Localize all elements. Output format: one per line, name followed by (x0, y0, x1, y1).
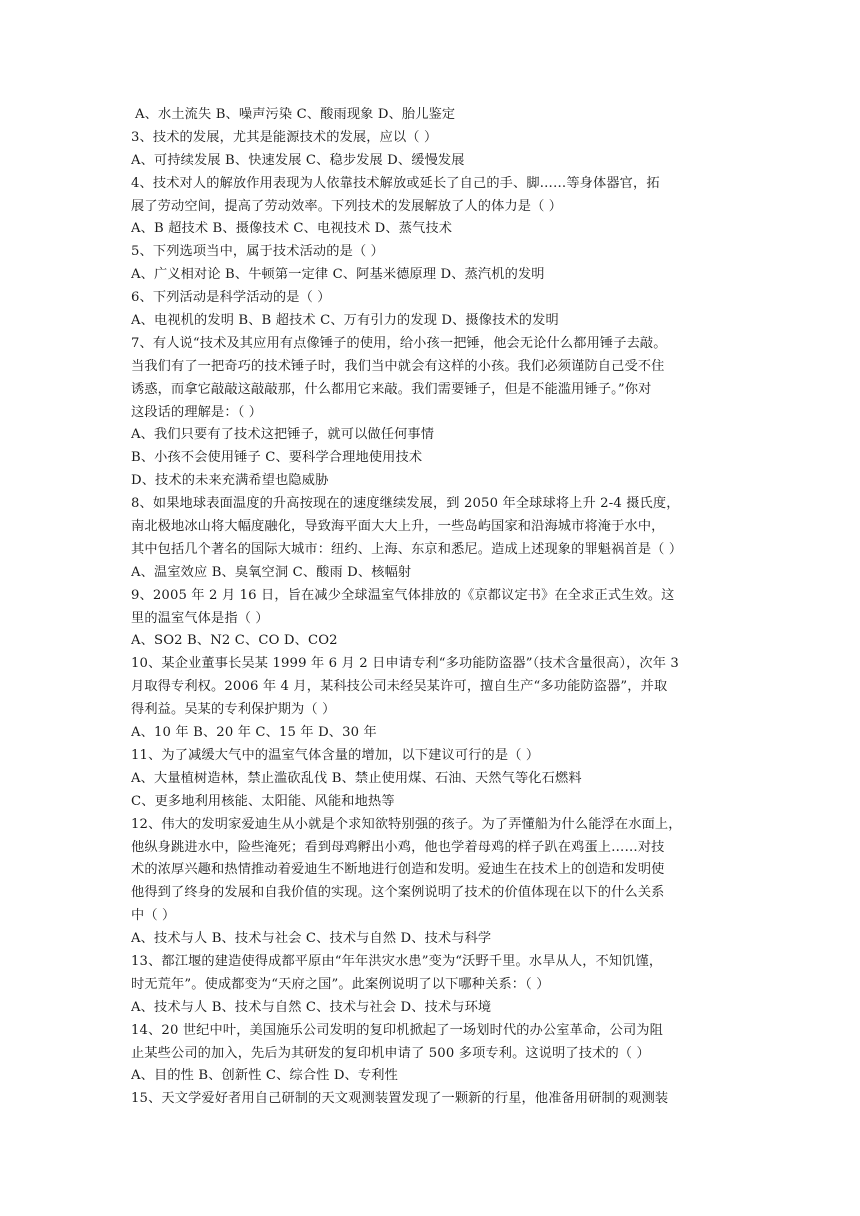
text-line: 15、天文学爱好者用自己研制的天文观测装置发现了一颗新的行星，他准备用研制的观测装 (131, 1091, 669, 1107)
text-line: 止某些公司的加入，先后为其研发的复印机申请了 500 多项专利。这说明了技术的（ ） (131, 1045, 650, 1061)
text-line: A、广义相对论 B、牛顿第一定律 C、阿基米德原理 D、蒸汽机的发明 (131, 267, 545, 283)
text-line: 6、下列活动是科学活动的是（ ） (131, 290, 331, 306)
text-line: 诱惑，而拿它敲敲这敲敲那，什么都用它来敲。我们需要锤子，但是不能滥用锤子。”你对 (131, 381, 652, 397)
text-line: A、技术与人 B、技术与社会 C、技术与自然 D、技术与科学 (131, 931, 492, 947)
text-line: 中（ ） (131, 908, 176, 924)
text-line: A、目的性 B、创新性 C、综合性 D、专利性 (131, 1068, 398, 1084)
text-line: D、技术的未来充满希望也隐威胁 (131, 473, 329, 489)
text-line: 11、为了减缓大气中的温室气体含量的增加，以下建议可行的是（ ） (131, 747, 540, 763)
text-line: A、水土流失 B、噪声污染 C、酸雨现象 D、胎儿鉴定 (135, 107, 456, 122)
text-line: 8、如果地球表面温度的升高按现在的速度继续发展，到 2050 年全球球将上升 2-4 摄氏度， (131, 496, 680, 512)
text-line: 当我们有了一把奇巧的技术锤子时，我们当中就会有这样的小孩。我们必须谨防自己受不住 (131, 358, 665, 374)
text-line: 7、有人说“技术及其应用有点像锤子的使用，给小孩一把锤，他会无论什么都用锤子去敲。 (131, 335, 667, 351)
text-line: A、10 年 B、20 年 C、15 年 D、30 年 (131, 725, 377, 741)
document-body (131, 104, 741, 1111)
text-line: 5、下列选项当中，属于技术活动的是（ ） (131, 244, 384, 260)
text-line: 12、伟大的发明家爱迪生从小就是个求知欲特别强的孩子。为了弄懂船为什么能浮在水面上， (131, 816, 682, 832)
text-line: A、技术与人 B、技术与自然 C、技术与社会 D、技术与环境 (131, 999, 492, 1015)
text-line: 展了劳动空间，提高了劳动效率。下列技术的发展解放了人的体力是（ ） (131, 198, 563, 214)
text-line: 10、某企业董事长吴某 1999 年 6 月 2 日申请专利“多功能防盗器”（技术含量很高），次年 3 (131, 656, 679, 672)
text-line: 这段话的理解是：（ ） (131, 404, 263, 420)
text-line: 13、都江堰的建造使得成都平原由“年年洪灾水患”变为“沃野千里。水旱从人，不知饥馑， (131, 953, 663, 969)
text-line: A、温室效应 B、臭氧空洞 C、酸雨 D、核幅射 (131, 564, 412, 580)
text-line: 14、20 世纪中叶，美国施乐公司发明的复印机掀起了一场划时代的办公室革命，公司为阻 (131, 1022, 663, 1038)
text-line: 3、技术的发展，尤其是能源技术的发展，应以（ ） (131, 129, 438, 145)
text-line: 得利益。吴某的专利保护期为（ ） (131, 702, 336, 718)
text-line: 南北极地冰山将大幅度融化，导致海平面大大上升，一些岛屿国家和沿海城市将淹于水中， (131, 519, 665, 535)
text-line: C、更多地利用核能、太阳能、风能和地热等 (131, 793, 395, 809)
text-line: 时无荒年”。使成都变为“天府之国”。此案例说明了以下哪种关系：（ ） (131, 976, 550, 992)
text-line: A、大量植树造林，禁止滥砍乱伐 B、禁止使用煤、石油、天然气等化石燃料 (131, 770, 582, 786)
text-line: 术的浓厚兴趣和热情推动着爱迪生不断地进行创造和发明。爱迪生在技术上的创造和发明使 (131, 862, 665, 878)
text-line: B、小孩不会使用锤子 C、要科学合理地使用技术 (131, 450, 423, 466)
text-line: 9、2005 年 2 月 16 日，旨在减少全球温室气体排放的《京都议定书》在全求正式生效。这 (131, 587, 675, 603)
text-line: A、SO2 B、N2 C、CO D、CO2 (131, 633, 338, 649)
text-line: 其中包括几个著名的国际大城市：纽约、上海、东京和悉尼。造成上述现象的罪魁祸首是（ ） (131, 541, 683, 557)
text-line: 里的温室气体是指（ ） (131, 610, 269, 626)
text-line: 4、技术对人的解放作用表现为人依靠技术解放或延长了自己的手、脚……等身体器官，拓 (131, 175, 660, 191)
text-line: A、可持续发展 B、快速发展 C、稳步发展 D、缓慢发展 (131, 152, 465, 168)
text-line: 月取得专利权。2006 年 4 月，某科技公司未经吴某许可，擅自生产“多功能防盗器”，并取 (131, 679, 668, 695)
text-line: A、我们只要有了技术这把锤子，就可以做任何事情 (131, 427, 435, 443)
text-line: A、B 超技术 B、摄像技术 C、电视技术 D、蒸气技术 (131, 221, 453, 237)
text-line: 他得到了终身的发展和自我价值的实现。这个案例说明了技术的价值体现在以下的什么关系 (131, 885, 665, 901)
text-line: A、电视机的发明 B、B 超技术 C、万有引力的发现 D、摄像技术的发明 (131, 313, 559, 329)
text-line: 他纵身跳进水中，险些淹死；看到母鸡孵出小鸡，他也学着母鸡的样子趴在鸡蛋上……对技 (131, 839, 665, 855)
